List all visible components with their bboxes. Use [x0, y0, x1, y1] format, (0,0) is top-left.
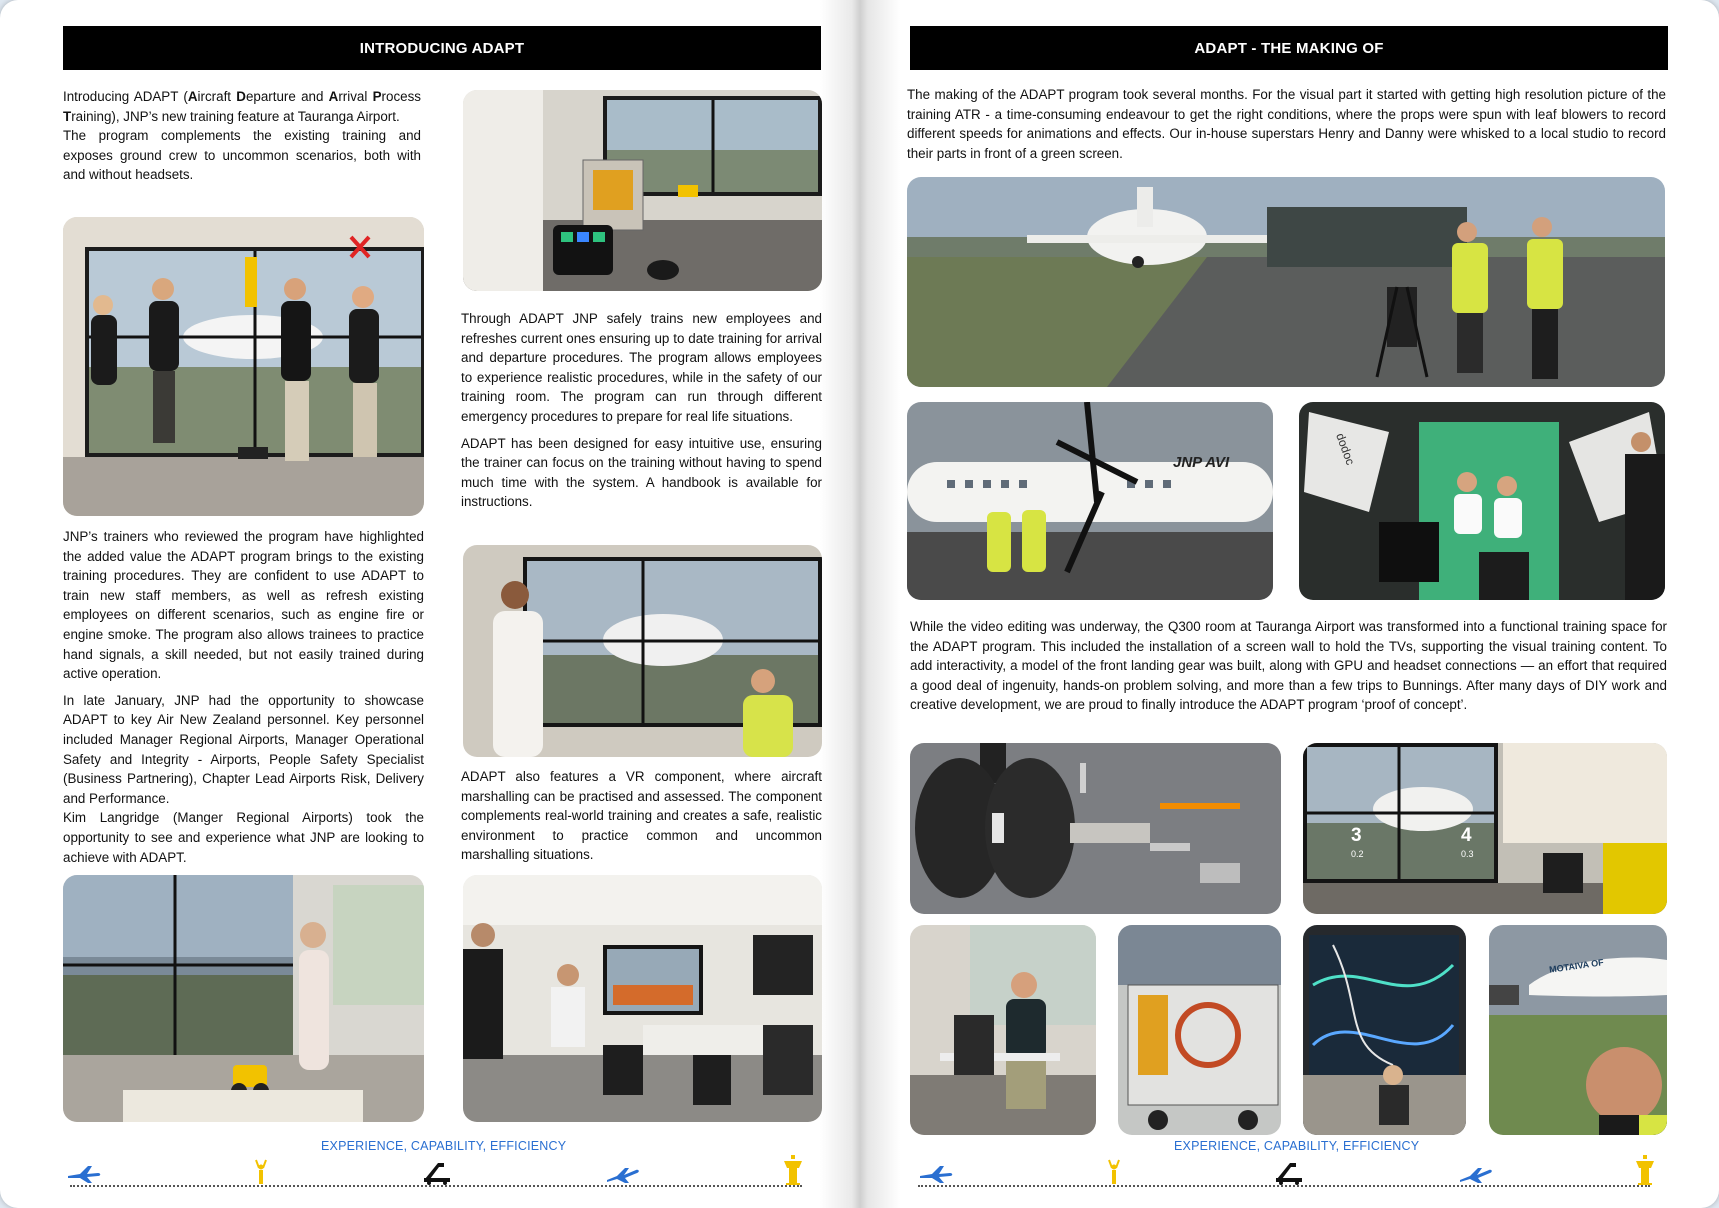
photo-screen-wall-complete [1303, 743, 1667, 914]
stair-truck-icon [1274, 1159, 1304, 1185]
stair-truck-icon [422, 1159, 452, 1185]
screen-number-4: 4 [1461, 825, 1472, 846]
photo-selfie-aircraft-art [1489, 925, 1667, 1135]
screen-number-3: 3 [1351, 825, 1362, 846]
intro-paragraph [63, 87, 421, 126]
intro-suffix: ), JNP’s new training feature at Tauranga Airport. [111, 108, 400, 124]
photo-classroom [463, 875, 822, 1122]
departing-plane-icon [1458, 1162, 1494, 1184]
photo-gpu-unit [1118, 925, 1281, 1135]
studio-softbox-brand: dodoc [1333, 431, 1358, 467]
acronym-t [63, 109, 111, 124]
airplane-icon [918, 1162, 954, 1184]
left-footer-dotted-line [70, 1185, 802, 1187]
departing-plane-icon [605, 1162, 641, 1184]
photo-headset-demo-art [63, 875, 424, 1122]
acronym-word: rocess [381, 89, 421, 104]
photo-landing-gear-build [910, 743, 1281, 914]
photo-screen-install [1303, 925, 1466, 1135]
marshaller-icon [253, 1158, 269, 1186]
airplane-icon [66, 1162, 102, 1184]
photo-training-room-desk-art [463, 90, 822, 291]
aircraft-livery-text: JNP AVI [1173, 454, 1230, 471]
photo-team-screens-art [63, 217, 424, 516]
photo-headset-trainee [463, 545, 822, 757]
page-gutter [820, 0, 900, 1208]
photo-builder-seated-art [910, 925, 1096, 1135]
acronym-letter: T [63, 108, 72, 124]
kim-paragraph: Kim Langridge (Manger Regional Airports) took the opportunity to see and experience what JNP are looking to achieve with ADAPT. [63, 810, 424, 865]
photo-selfie-aircraft [1489, 925, 1667, 1135]
through-paragraph: Through ADAPT JNP safely trains new employees and refreshes current ones ensuring up to date training for arrival and departure procedures. The program allows employees to experience realistic procedures, while in the safety of our training room. The program can run through different emergency procedures to prepare for real life situations. [461, 311, 822, 424]
photo-training-room-desk [463, 90, 822, 291]
photo-headset-trainee-art [463, 545, 822, 757]
right-header-title: ADAPT - THE MAKING OF [1194, 39, 1384, 57]
photo-atr-propeller [907, 402, 1273, 600]
acronym-word: eparture and [245, 89, 329, 104]
left-header-title: INTRODUCING ADAPT [359, 39, 525, 57]
photo-screen-install-art [1303, 925, 1466, 1135]
editing-text [910, 617, 1667, 715]
acronym-a1 [188, 89, 236, 104]
screen-value-0-3: 0.3 [1461, 849, 1474, 859]
acronym-p [373, 89, 421, 104]
marshaller-icon [1106, 1158, 1122, 1186]
trainers-paragraph: JNP’s trainers who reviewed the program have highlighted the added value the ADAPT program brings to the existing training procedures. They are confident to use ADAPT to train new staff members, as well as refresh existing employees on different scenarios, such as engine fire or engine smoke. The program also allows trainees to practice hand signals, a skill needed, but not easily trained during active operation. [63, 529, 424, 682]
acronym-letter: D [236, 89, 246, 104]
acronym-letter: A [328, 89, 339, 104]
aircraft-livery-caption: MOTAIVA OF [1548, 957, 1605, 975]
photo-atr-airfield [907, 177, 1665, 387]
acronym-d [236, 89, 328, 104]
photo-green-screen-studio [1299, 402, 1665, 600]
photo-headset-demo [63, 875, 424, 1122]
right-page-header [910, 26, 1668, 70]
acronym-word: rrival [338, 89, 373, 104]
photo-classroom-art [463, 875, 822, 1122]
making-text [907, 85, 1666, 163]
photo-builder-seated [910, 925, 1096, 1135]
acronym-a2 [329, 89, 373, 104]
acronym-word: raining [71, 108, 112, 124]
right-footer-tagline: EXPERIENCE, CAPABILITY, EFFICIENCY [1174, 1139, 1420, 1153]
control-tower-icon [782, 1155, 804, 1185]
right-footer-dotted-line [918, 1185, 1650, 1187]
acronym-letter: A [187, 89, 198, 104]
intro-prefix: Introducing ADAPT ( [63, 89, 188, 104]
intro-paragraph-2: The program complements the existing training and exposes ground crew to uncommon scenarios, both with and without headsets. [63, 128, 421, 183]
photo-atr-propeller-art [907, 402, 1273, 600]
vr-paragraph: ADAPT also features a VR component, where aircraft marshalling can be practised and assessed. The component complements real-world training and creates a safe, realistic environment to practice common and uncommon marshalling situations. [461, 769, 822, 863]
intro-text [63, 87, 421, 185]
through-text [461, 309, 822, 512]
photo-atr-airfield-art [907, 177, 1665, 387]
photo-gpu-unit-art [1118, 925, 1281, 1135]
control-tower-icon [1634, 1155, 1656, 1185]
acronym-letter: P [372, 89, 382, 104]
screen-value-0-2: 0.2 [1351, 849, 1364, 859]
photo-landing-gear-build-art [910, 743, 1281, 914]
left-page-header [63, 26, 821, 70]
showcase-paragraph: In late January, JNP had the opportunity to showcase ADAPT to key Air New Zealand personnel. Key personnel included Manager Regional Airports, Manager Operational Safety and Integrity - Airports, People Safety Specialist (Business Partnering), Chapter Lead Airports Risk, Delivery and Performance. [63, 692, 424, 806]
making-paragraph: The making of the ADAPT program took several months. For the visual part it started with getting high resolution picture of the training ATR - a time-consuming endeavour to get the right conditions, where the props were spun with leaf blowers to record different speeds for animations and effects. Our in-house superstars Henry and Danny were whisked to a local studio to record their parts in front of a green screen. [907, 87, 1666, 161]
photo-green-screen-studio-art [1299, 402, 1665, 600]
left-footer-tagline: EXPERIENCE, CAPABILITY, EFFICIENCY [321, 1139, 567, 1153]
acronym-word: ircraft [197, 89, 237, 104]
vr-text [461, 767, 822, 865]
trainers-text [63, 527, 424, 867]
designed-paragraph: ADAPT has been designed for easy intuitive use, ensuring the trainer can focus on the training without having to spend much time with the system. A handbook is available for instructions. [461, 435, 822, 510]
editing-paragraph: While the video editing was underway, the Q300 room at Tauranga Airport was transformed into a functional training space for the ADAPT program. This included the installation of a screen wall to hold the TVs, supporting the visual training content. To add interactivity, a model of the front landing gear was built, along with GPU and headset connections — an effort that required a good deal of ingenuity, hands-on problem solving, and more than a few trips to Bunnings. After many days of DIY work and creative development, we are proud to finally introduce the ADAPT program ‘proof of concept’. [910, 619, 1667, 713]
photo-team-screens [63, 217, 424, 516]
